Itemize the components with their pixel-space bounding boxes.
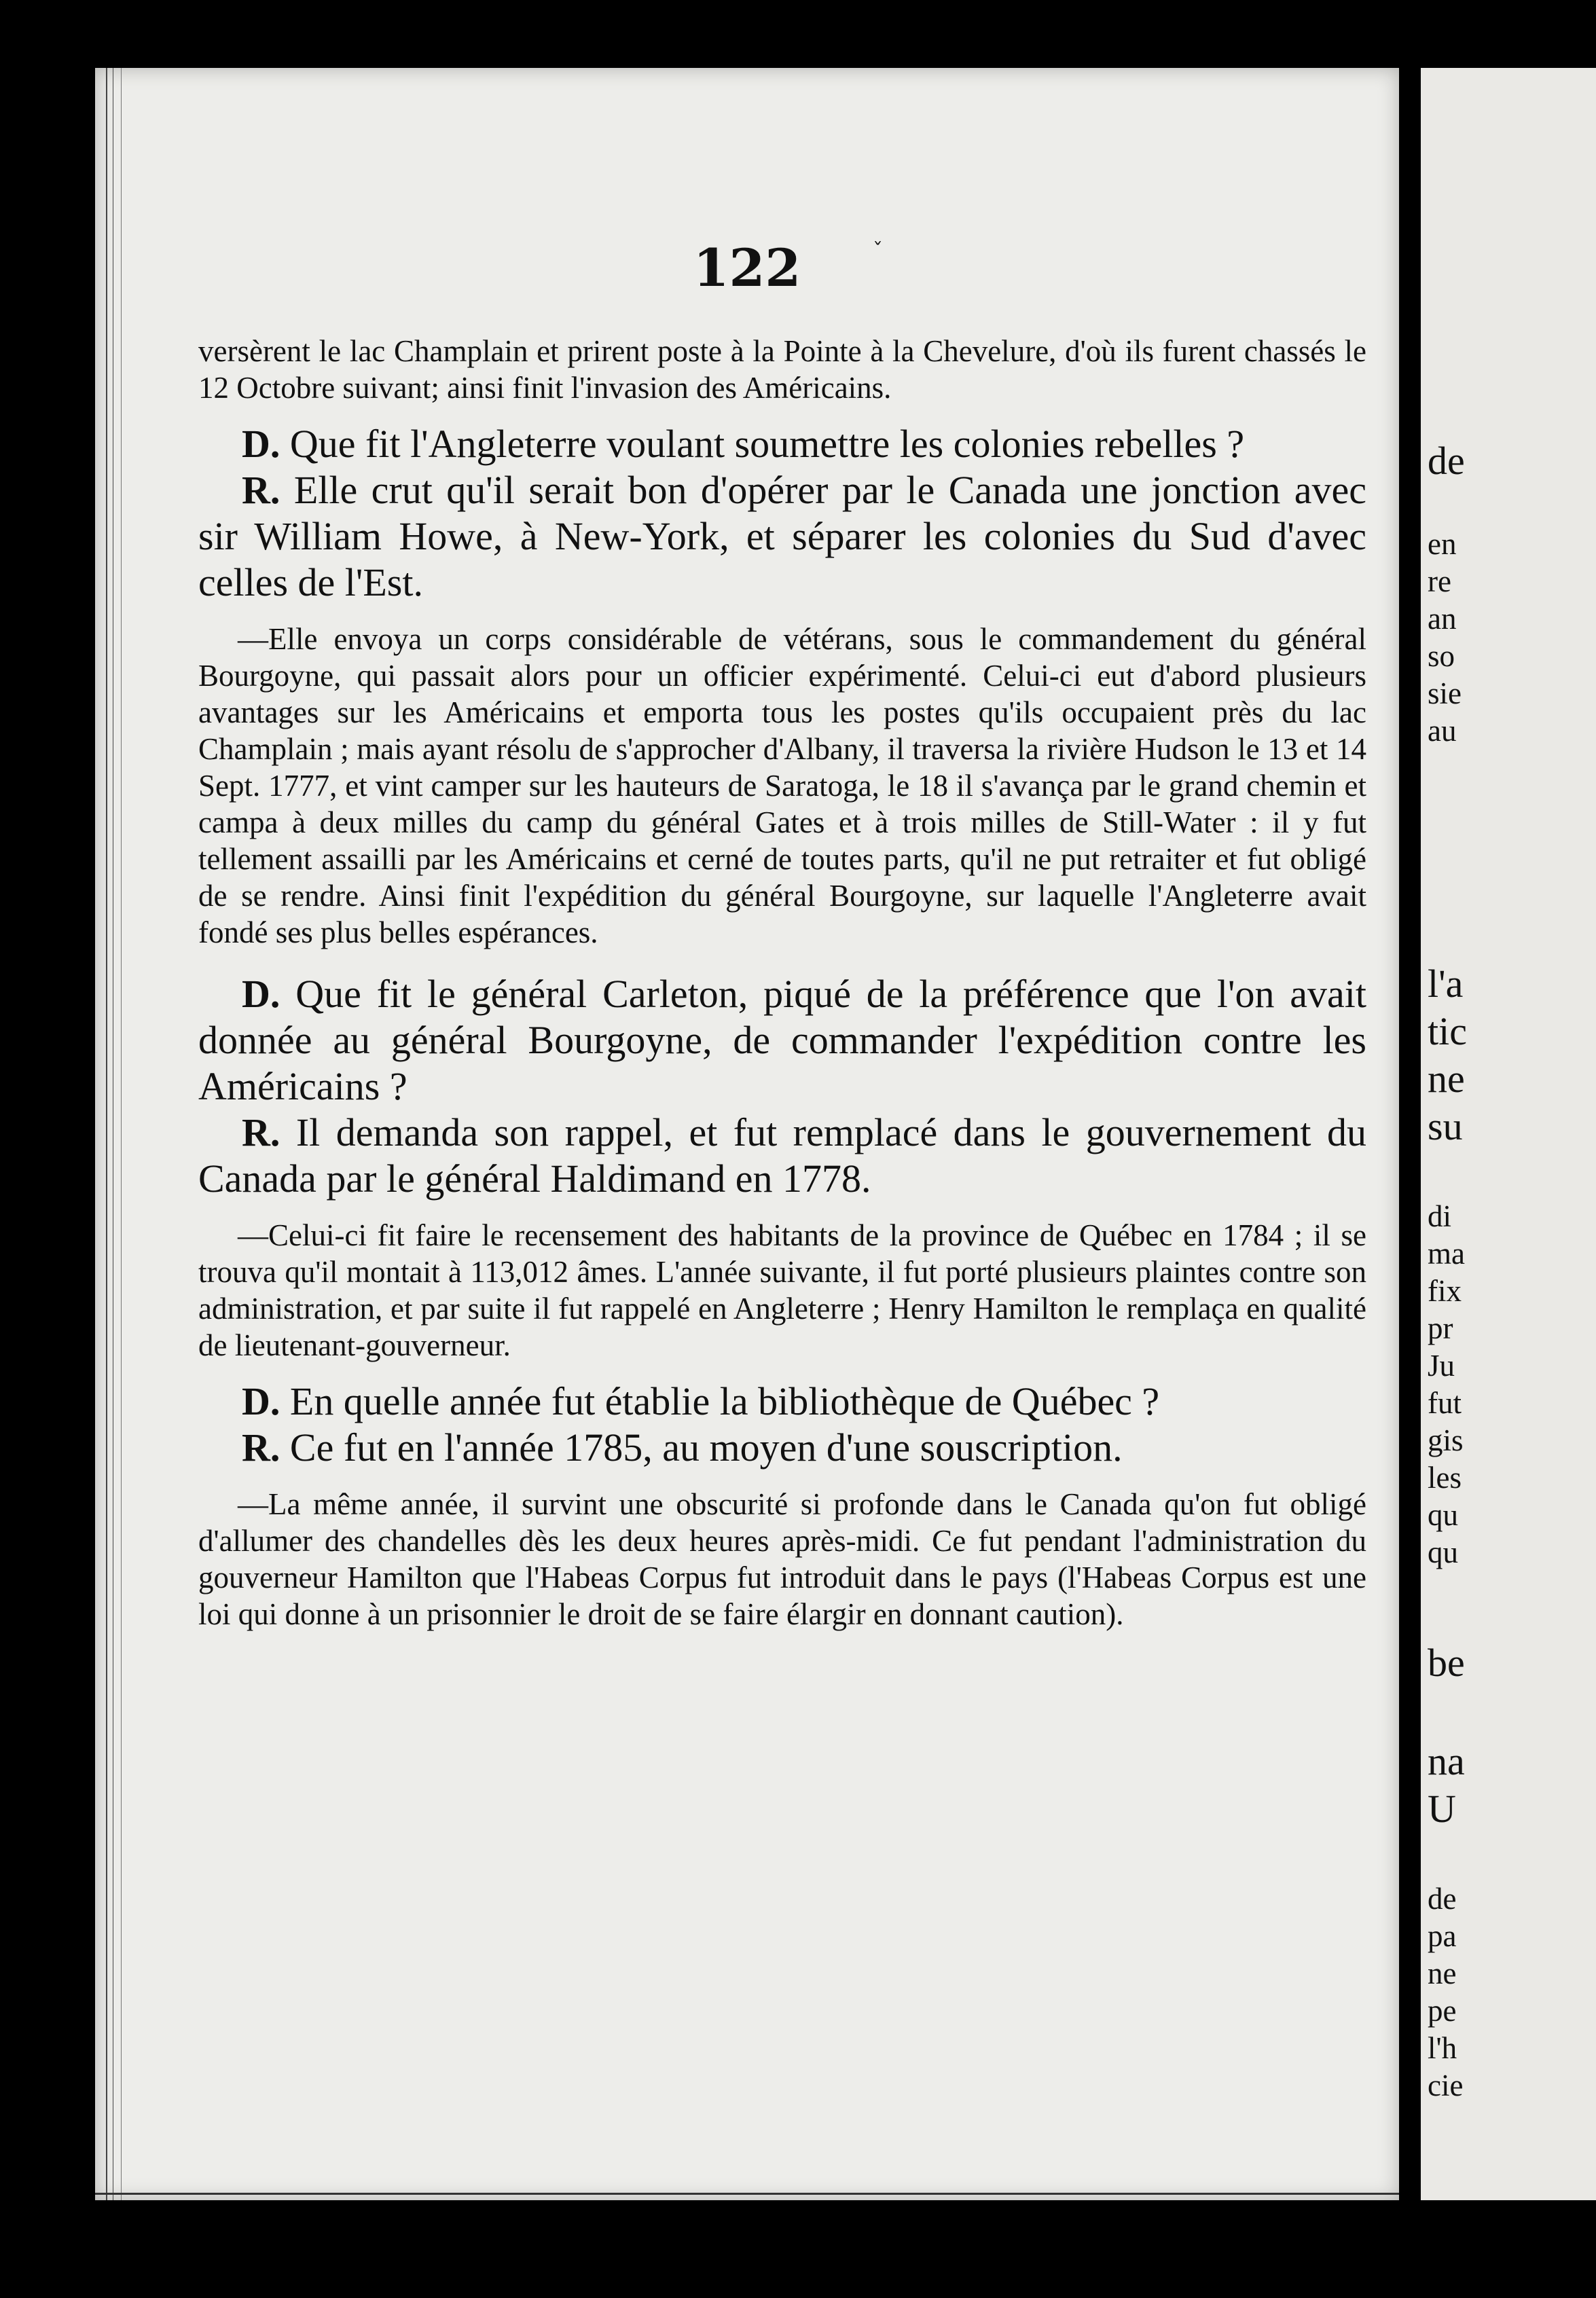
answer-label: R. — [242, 1110, 280, 1154]
page-number: 122 — [693, 238, 801, 298]
note-3: —La même année, il survint une obscurité si profonde dans le Canada qu'on fut obligé d'allumer des chandelles dès les deux heures après-midi. Ce fut pendant l'administration du gouverneur Hamilton que l'Habeas Corpus fut introduit dans le pays (l'Habeas Corpus est une loi qui donne à un prisonnier le droit de se faire élargir en donnant caution). — [198, 1487, 1366, 1631]
right-page-text: na — [1428, 1739, 1465, 1783]
right-page-fragment — [1421, 68, 1596, 2200]
right-page-text: cie — [1428, 2068, 1464, 2102]
right-page-text: pe — [1428, 1994, 1457, 2028]
page-content — [198, 333, 1366, 1633]
question-3 — [198, 1379, 1366, 1425]
note-2: —Celui-ci fit faire le recensement des habitants de la province de Québec en 1784 ; il se trouva qu'il montait à 113,012 âmes. L'année suivante, il fut porté plusieurs plaintes contre son administration, et par suite il fut rappelé en Angleterre ; Henry Hamilton le remplaça en qualité de lieutenant-gouverneur. — [198, 1218, 1366, 1362]
answer-text: Ce fut en l'année 1785, au moyen d'une souscription. — [289, 1425, 1123, 1470]
right-page-text: pa — [1428, 1919, 1457, 1953]
note-1: —Elle envoya un corps considérable de vétérans, sous le commandement du général Bourgoyne, qui passait alors pour un officier expérimenté. Celui-ci eut d'abord plusieurs avantages sur les Américains et emporta tous les postes qu'ils occupaient près du lac Champlain ; mais ayant résolu de s'approcher d'Albany, il traversa la rivière Hudson le 13 et 14 Sept. 1777, et vint camper sur les hauteurs de Saratoga, le 18 il s'avança par le grand chemin et campa à deux milles du camp du général Gates et à trois milles de Still-Water : il y fut tellement assailli par les Américains et cerné de toutes parts, qu'il ne put retraiter et fut obligé de se rendre. Ainsi finit l'expédition du général Bourgoyne, sur laquelle l'Angleterre avait fondé ses plus belles espérances. — [198, 622, 1366, 949]
left-page — [95, 68, 1399, 2200]
question-1 — [198, 421, 1366, 467]
right-page-text: su — [1428, 1104, 1463, 1148]
right-page-text: tic — [1428, 1009, 1467, 1053]
answer-1 — [198, 467, 1366, 606]
right-page-text: ne — [1428, 1956, 1457, 1990]
right-page-text: au — [1428, 714, 1457, 748]
right-page-text: so — [1428, 639, 1455, 673]
right-page-text: de — [1428, 439, 1465, 483]
paragraph-continuation: versèrent le lac Champlain et prirent poste à la Pointe à la Chevelure, d'où ils furent chassés le 12 Octobre suivant; ainsi finit l'invasion des Américains. — [198, 334, 1366, 405]
right-page-text: les — [1428, 1461, 1462, 1495]
right-page-text: fix — [1428, 1274, 1462, 1308]
answer-label: R. — [242, 1425, 280, 1470]
right-page-text: gis — [1428, 1423, 1464, 1457]
right-page-text: ne — [1428, 1057, 1465, 1101]
right-page-text: Ju — [1428, 1349, 1455, 1383]
right-page-text: be — [1428, 1641, 1465, 1685]
right-page-text: fut — [1428, 1386, 1462, 1420]
right-page-text: ma — [1428, 1237, 1465, 1271]
right-page-text: di — [1428, 1199, 1452, 1233]
question-2 — [198, 971, 1366, 1110]
question-text: Que fit l'Angleterre voulant soumettre les colonies rebelles ? — [289, 422, 1245, 466]
page-margin-rule — [121, 68, 122, 2200]
right-page-text: qu — [1428, 1498, 1458, 1532]
question-text: Que fit le général Carleton, piqué de la préférence que l'on avait donnée au général Bourgoyne, de commander l'expédition contre les Américains ? — [198, 972, 1366, 1108]
right-page-text: re — [1428, 564, 1451, 598]
question-label: D. — [242, 972, 280, 1016]
page-bottom-rule — [95, 2193, 1399, 2195]
question-label: D. — [242, 1379, 280, 1423]
question-label: D. — [242, 422, 280, 466]
answer-2 — [198, 1110, 1366, 1202]
right-page-text: l'a — [1428, 962, 1464, 1006]
question-text: En quelle année fut établie la bibliothèque de Québec ? — [289, 1379, 1160, 1423]
right-page-text: an — [1428, 602, 1457, 636]
answer-text: Il demanda son rappel, et fut remplacé dans le gouvernement du Canada par le général Haldimand en 1778. — [198, 1110, 1366, 1201]
page-mark: ˇ — [873, 239, 883, 263]
answer-3 — [198, 1425, 1366, 1471]
right-page-text: de — [1428, 1882, 1457, 1916]
right-page-text: l'h — [1428, 2031, 1457, 2065]
right-page-text: en — [1428, 527, 1457, 561]
answer-label: R. — [242, 468, 280, 512]
page-margin-rule — [106, 68, 107, 2200]
answer-text: Elle crut qu'il serait bon d'opérer par le Canada une jonction avec sir William Howe, à New-York, et séparer les colonies du Sud d'avec celles de l'Est. — [198, 468, 1367, 604]
right-page-text: sie — [1428, 676, 1462, 710]
right-page-text: pr — [1428, 1311, 1453, 1345]
right-page-text: qu — [1428, 1535, 1458, 1569]
right-page-text: U — [1428, 1787, 1456, 1831]
